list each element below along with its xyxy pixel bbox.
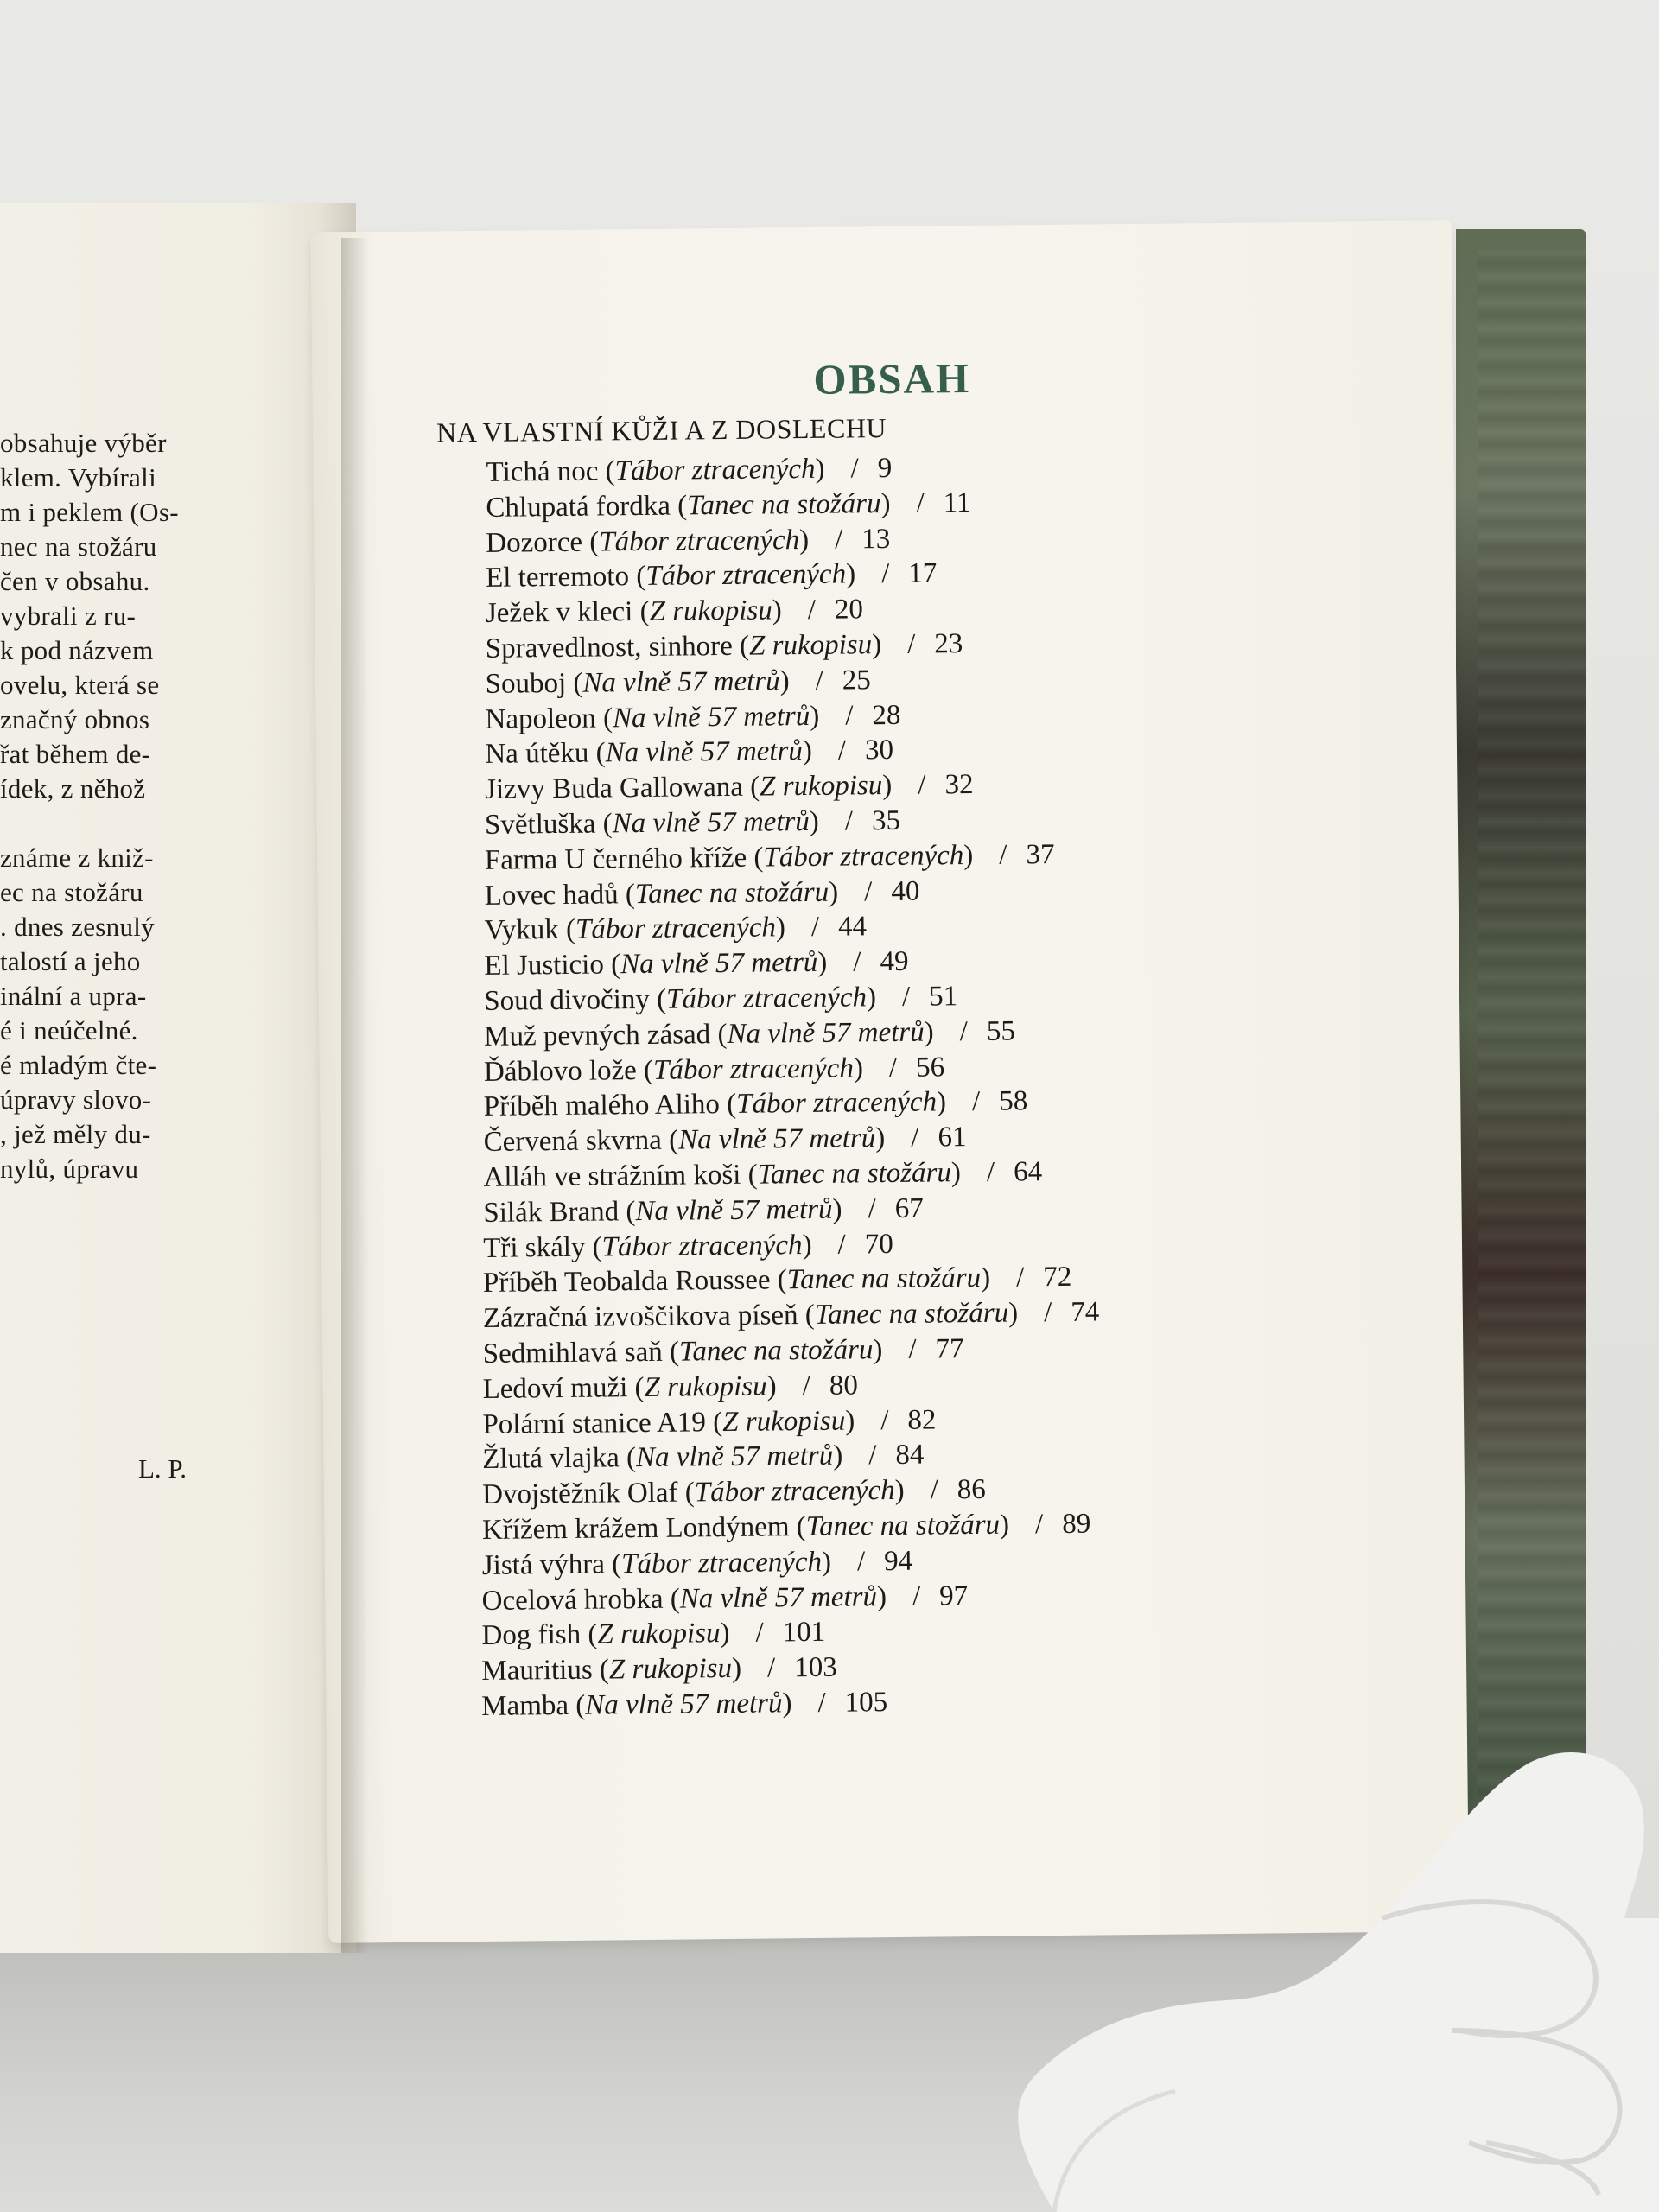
toc-entry-source: Tanec na stožáru — [687, 487, 881, 522]
toc-entry: Spravedlnost, sinhore (Z rukopisu) / 23 — [485, 628, 963, 664]
toc-entry-source: Tábor ztracených — [645, 558, 847, 593]
toc-entry: Dvojstěžník Olaf (Tábor ztracených) / 86 — [481, 1474, 986, 1511]
toc-entry: Dozorce (Tábor ztracených) / 13 — [486, 523, 891, 559]
toc-entry-source: Na vlně 57 metrů — [677, 1122, 876, 1156]
toc-entry-title: Muž pevných zásad — [483, 1018, 718, 1052]
toc-separator: / — [908, 1333, 917, 1365]
left-page-line: k pod názvem — [0, 635, 154, 665]
toc-page-number: 25 — [842, 664, 872, 696]
toc-entry-source: Na vlně 57 metrů — [620, 947, 818, 981]
toc-separator: / — [850, 453, 859, 485]
toc-entry: Mamba (Na vlně 57 metrů) / 105 — [481, 1687, 888, 1722]
toc-entry-title: Souboj — [485, 667, 574, 700]
toc-entry-source: Na vlně 57 metrů — [635, 1440, 834, 1474]
toc-entry-title: Žlutá vlajka — [482, 1442, 627, 1476]
toc-separator: / — [845, 700, 854, 732]
toc-page-number: 13 — [861, 523, 891, 555]
toc-page-number: 56 — [915, 1051, 945, 1084]
toc-entry: Sedmihlavá saň (Tanec na stožáru) / 77 — [482, 1333, 964, 1370]
toc-separator: / — [911, 1122, 919, 1154]
toc-entry-source: Na vlně 57 metrů — [679, 1580, 878, 1615]
left-page-line: čen v obsahu. — [0, 566, 150, 596]
left-page-line: , jež měly du- — [0, 1119, 151, 1149]
toc-entry-source: Tábor ztracených — [763, 839, 964, 874]
toc-separator: / — [755, 1617, 764, 1649]
toc-separator: / — [837, 1229, 846, 1261]
toc-entry-title: Alláh ve strážním koši — [483, 1159, 748, 1193]
toc-page-number: 51 — [928, 981, 958, 1013]
toc-entry: Muž pevných zásad (Na vlně 57 metrů) / 55 — [483, 1015, 1016, 1052]
left-page-line: . dnes zesnulý — [0, 912, 155, 942]
toc-page-number: 80 — [829, 1370, 859, 1402]
toc-separator: / — [810, 912, 820, 944]
toc-entry: Farma U černého kříže (Tábor ztracených) / 37 — [484, 838, 1055, 876]
toc-page-number: 77 — [935, 1333, 964, 1365]
toc-page-number: 101 — [782, 1617, 826, 1649]
toc-separator: / — [863, 875, 873, 907]
toc-page-number: 11 — [943, 486, 971, 519]
toc-entry-title: Zázračná izvoščikova píseň — [482, 1300, 806, 1335]
toc-entry-title: Červená skvrna — [483, 1124, 670, 1159]
toc-separator: / — [853, 946, 861, 978]
toc-page-number: 32 — [944, 769, 974, 801]
toc-page-number: 105 — [844, 1687, 888, 1719]
toc-page-number: 89 — [1062, 1508, 1091, 1540]
toc-separator: / — [1015, 1262, 1025, 1294]
toc-separator: / — [959, 1015, 969, 1047]
toc-separator: / — [1034, 1509, 1044, 1541]
toc-entry-source: Z rukopisu — [649, 594, 772, 628]
toc-entry-source: Na vlně 57 metrů — [727, 1016, 925, 1050]
toc-entry-title: Lovec hadů — [484, 878, 626, 912]
left-page-line: nylů, úpravu — [0, 1154, 139, 1184]
toc-entry: Příběh malého Aliho (Tábor ztracených) / 58 — [483, 1085, 1028, 1123]
toc-entry-title: El terremoto — [485, 561, 637, 594]
left-page — [0, 203, 356, 1953]
toc-page-number: 37 — [1026, 838, 1055, 871]
toc-entry-title: Sedmihlavá saň — [482, 1336, 671, 1370]
toc-page-number: 70 — [864, 1228, 893, 1260]
toc-separator: / — [802, 1370, 811, 1402]
toc-entry-title: Soud divočiny — [484, 983, 658, 1017]
toc-entry-source: Z rukopisu — [597, 1618, 721, 1650]
toc-page-number: 20 — [834, 594, 864, 626]
toc-entry: Křížem krážem Londýnem (Tanec na stožáru) / 89 — [481, 1508, 1091, 1546]
toc-separator: / — [930, 1474, 938, 1506]
toc-page-number: 86 — [957, 1474, 986, 1506]
toc-separator: / — [844, 805, 854, 837]
toc-entry: Zázračná izvoščikova píseň (Tanec na stožáru) / 74 — [482, 1296, 1100, 1335]
left-page-line: m i peklem (Os- — [0, 497, 179, 527]
toc-entry-source: Tábor ztracených — [601, 1229, 803, 1263]
left-page-line: ovelu, která se — [0, 670, 160, 700]
toc-entry: Dog fish (Z rukopisu) / 101 — [481, 1617, 826, 1652]
toc-separator: / — [834, 524, 843, 556]
left-page-line: úpravy slovo- — [0, 1084, 152, 1115]
toc-page-number: 44 — [837, 911, 868, 944]
toc-entry-title: Tři skály — [483, 1231, 593, 1264]
toc-entry-title: Ježek v kleci — [485, 596, 640, 630]
toc-entry-title: Křížem krážem Londýnem — [481, 1511, 797, 1546]
left-page-line: vybrali z ru- — [0, 601, 137, 631]
left-page-line: klem. Vybírali — [0, 462, 156, 493]
toc-separator: / — [999, 839, 1007, 871]
toc-entry-title: El Justicio — [484, 949, 612, 982]
toc-page-number: 97 — [938, 1580, 969, 1612]
left-page-line: talostí a jeho — [0, 946, 141, 976]
toc-entry-source: Tábor ztracených — [652, 1052, 855, 1086]
toc-entry: Tichá noc (Tábor ztracených) / 9 — [486, 452, 893, 488]
toc-separator: / — [817, 1687, 826, 1719]
toc-separator: / — [918, 769, 926, 801]
toc-page-number: 82 — [907, 1404, 937, 1436]
toc-page-number: 61 — [938, 1122, 967, 1154]
cover-illustration-texture — [1478, 251, 1586, 1979]
toc-entry-title: Ledoví muži — [482, 1371, 635, 1405]
toc-separator: / — [868, 1440, 877, 1471]
toc-entry-title: Na útěku — [485, 737, 596, 771]
toc-page-number: 94 — [884, 1545, 913, 1577]
toc-entry: Ježek v kleci (Z rukopisu) / 20 — [485, 594, 864, 630]
toc-entry-title: Dozorce — [486, 526, 590, 559]
toc-entry-source: Na vlně 57 metrů — [612, 805, 810, 840]
page-title: OBSAH — [813, 353, 971, 404]
toc-entry: Chlupatá fordka (Tanec na stožáru) / 11 — [486, 486, 971, 524]
toc-entry-title: Světluška — [484, 808, 603, 841]
toc-entry-source: Tanec na stožáru — [786, 1262, 982, 1296]
toc-separator: / — [971, 1086, 981, 1118]
white-glove-hand — [778, 1745, 1659, 2212]
left-page-line: značný obnos — [0, 704, 150, 734]
toc-separator: / — [856, 1546, 866, 1578]
toc-entry: El terremoto (Tábor ztracených) / 17 — [485, 557, 938, 594]
toc-entry: Na útěku (Na vlně 57 metrů) / 30 — [485, 734, 894, 771]
toc-page-number: 40 — [891, 875, 920, 907]
left-page-line: ec na stožáru — [0, 877, 143, 907]
toc-page-number: 9 — [877, 452, 893, 485]
toc-separator: / — [868, 1192, 876, 1225]
toc-page-number: 84 — [895, 1440, 925, 1471]
toc-page-number: 17 — [908, 557, 938, 590]
toc-separator: / — [807, 594, 817, 626]
toc-entry-title: Polární stanice A19 — [482, 1406, 714, 1440]
toc-separator: / — [880, 558, 890, 590]
left-page-line: inální a upra- — [0, 981, 147, 1011]
toc-page-number: 103 — [794, 1651, 837, 1684]
left-page-line: é mladým čte- — [0, 1050, 157, 1080]
toc-separator: / — [880, 1404, 889, 1436]
left-page-line: ídek, z něhož — [0, 773, 146, 804]
toc-entry: Tři skály (Tábor ztracených) / 70 — [483, 1228, 893, 1264]
toc-entry-source: Tábor ztracených — [620, 1546, 823, 1580]
toc-entry-source: Tábor ztracených — [694, 1475, 895, 1509]
toc-page-number: 28 — [872, 699, 901, 731]
toc-entry-source: Z rukopisu — [748, 629, 873, 662]
toc-entry: Soud divočiny (Tábor ztracených) / 51 — [484, 981, 958, 1017]
toc-entry-title: Dvojstěžník Olaf — [481, 1477, 685, 1511]
toc-entry-source: Z rukopisu — [760, 770, 883, 803]
left-page-line: řat během de- — [0, 739, 151, 769]
toc-separator: / — [888, 1052, 898, 1084]
toc-separator: / — [1043, 1297, 1052, 1329]
toc-entry: Lovec hadů (Tanec na stožáru) / 40 — [484, 875, 920, 912]
toc-entry-source: Tanec na stožáru — [814, 1297, 1009, 1332]
toc-entry-source: Tábor ztracených — [614, 453, 816, 487]
toc-entry-source: Z rukopisu — [644, 1370, 767, 1403]
toc-entry-title: Mauritius — [481, 1654, 601, 1688]
toc-entry: El Justicio (Na vlně 57 metrů) / 49 — [484, 945, 909, 982]
toc-separator: / — [815, 664, 824, 696]
toc-entry-title: Příběh malého Aliho — [483, 1089, 728, 1123]
toc-entry: Polární stanice A19 (Z rukopisu) / 82 — [482, 1404, 937, 1440]
toc-entry-title: Mamba — [481, 1689, 576, 1722]
toc-entry-source: Na vlně 57 metrů — [635, 1193, 833, 1227]
section-heading: NA VLASTNÍ KŮŽI A Z DOSLECHU — [435, 412, 887, 448]
right-page — [311, 220, 1470, 1943]
toc-entry: Ocelová hrobka (Na vlně 57 metrů) / 97 — [481, 1580, 969, 1617]
toc-entry-title: Chlupatá fordka — [486, 490, 678, 524]
toc-separator: / — [916, 487, 925, 519]
toc-page-number: 67 — [894, 1192, 924, 1224]
toc-entry-source: Z rukopisu — [721, 1405, 846, 1438]
toc-separator: / — [837, 734, 847, 766]
toc-entry-source: Na vlně 57 metrů — [585, 1688, 783, 1721]
toc-page-number: 58 — [999, 1085, 1028, 1118]
left-page-line: é i neúčelné. — [0, 1015, 138, 1046]
toc-entry: Světluška (Na vlně 57 metrů) / 35 — [484, 804, 901, 841]
toc-entry: Jizvy Buda Gallowana (Z rukopisu) / 32 — [485, 769, 974, 806]
toc-page-number: 72 — [1043, 1262, 1072, 1294]
left-page-line: nec na stožáru — [0, 531, 157, 562]
toc-entry: Alláh ve strážním koši (Tanec na stožáru) / 64 — [483, 1156, 1043, 1193]
toc-separator: / — [901, 981, 911, 1013]
toc-entry: Souboj (Na vlně 57 metrů) / 25 — [485, 664, 872, 700]
book-gutter-shadow — [341, 238, 376, 1953]
toc-entry-source: Tanec na stožáru — [678, 1334, 874, 1368]
toc-entry: Ďáblovo lože (Tábor ztracených) / 56 — [483, 1051, 945, 1088]
toc-entry-source: Tábor ztracených — [575, 912, 777, 946]
toc-entry-source: Tanec na stožáru — [634, 876, 830, 910]
toc-entry-title: Tichá noc — [486, 455, 606, 488]
toc-entry: Mauritius (Z rukopisu) / 103 — [481, 1651, 837, 1688]
toc-entry: Příběh Teobalda Roussee (Tanec na stožáru) / 72 — [482, 1262, 1072, 1300]
toc-entry-source: Tábor ztracených — [736, 1086, 938, 1121]
toc-entry: Vykuk (Tábor ztracených) / 44 — [484, 911, 868, 947]
toc-entry-title: Napoleon — [485, 702, 604, 735]
toc-entry-source: Tábor ztracených — [599, 524, 800, 558]
toc-entry-title: Dog fish — [481, 1619, 588, 1652]
toc-separator: / — [906, 628, 916, 660]
toc-entry-source: Tanec na stožáru — [757, 1157, 952, 1191]
toc-page-number: 64 — [1013, 1156, 1043, 1188]
toc-entry-source: Z rukopisu — [608, 1653, 733, 1686]
left-page-signature: L. P. — [138, 1453, 187, 1484]
toc-entry-title: Vykuk — [484, 914, 567, 947]
toc-entry: Silák Brand (Na vlně 57 metrů) / 67 — [483, 1192, 924, 1229]
toc-entry: Ledoví muži (Z rukopisu) / 80 — [482, 1370, 859, 1405]
toc-entry-title: Ďáblovo lože — [483, 1054, 645, 1088]
toc-separator: / — [912, 1580, 921, 1612]
toc-entry-title: Spravedlnost, sinhore — [485, 630, 741, 664]
toc-entry: Napoleon (Na vlně 57 metrů) / 28 — [485, 699, 901, 735]
toc-page-number: 30 — [864, 734, 894, 766]
toc-entry: Jistá výhra (Tábor ztracených) / 94 — [481, 1545, 913, 1581]
toc-page-number: 23 — [934, 628, 963, 660]
toc-entry-title: Silák Brand — [483, 1196, 626, 1229]
toc-entry-source: Na vlně 57 metrů — [582, 665, 780, 699]
toc-entry: Žlutá vlajka (Na vlně 57 metrů) / 84 — [482, 1440, 925, 1476]
toc-entry-title: Farma U černého kříže — [484, 842, 754, 876]
toc-separator: / — [766, 1652, 776, 1684]
toc-page-number: 49 — [880, 945, 909, 978]
toc-entry-source: Tanec na stožáru — [805, 1509, 1001, 1543]
toc-entry-source: Tábor ztracených — [665, 982, 868, 1015]
left-page-line: obsahuje výběr — [0, 428, 167, 458]
toc-page-number: 74 — [1071, 1296, 1100, 1329]
toc-entry-title: Ocelová hrobka — [481, 1583, 671, 1617]
toc-separator: / — [986, 1156, 995, 1188]
toc-entry-title: Jizvy Buda Gallowana — [485, 771, 751, 806]
toc-entry-title: Příběh Teobalda Roussee — [482, 1264, 779, 1300]
toc-page-number: 35 — [871, 804, 901, 837]
toc-entry: Červená skvrna (Na vlně 57 metrů) / 61 — [483, 1122, 967, 1159]
toc-entry-source: Na vlně 57 metrů — [605, 735, 804, 769]
toc-entry-source: Na vlně 57 metrů — [612, 700, 810, 734]
left-page-line: známe z kniž- — [0, 842, 154, 873]
toc-entry-title: Jistá výhra — [481, 1548, 613, 1581]
toc-page-number: 55 — [986, 1015, 1016, 1047]
